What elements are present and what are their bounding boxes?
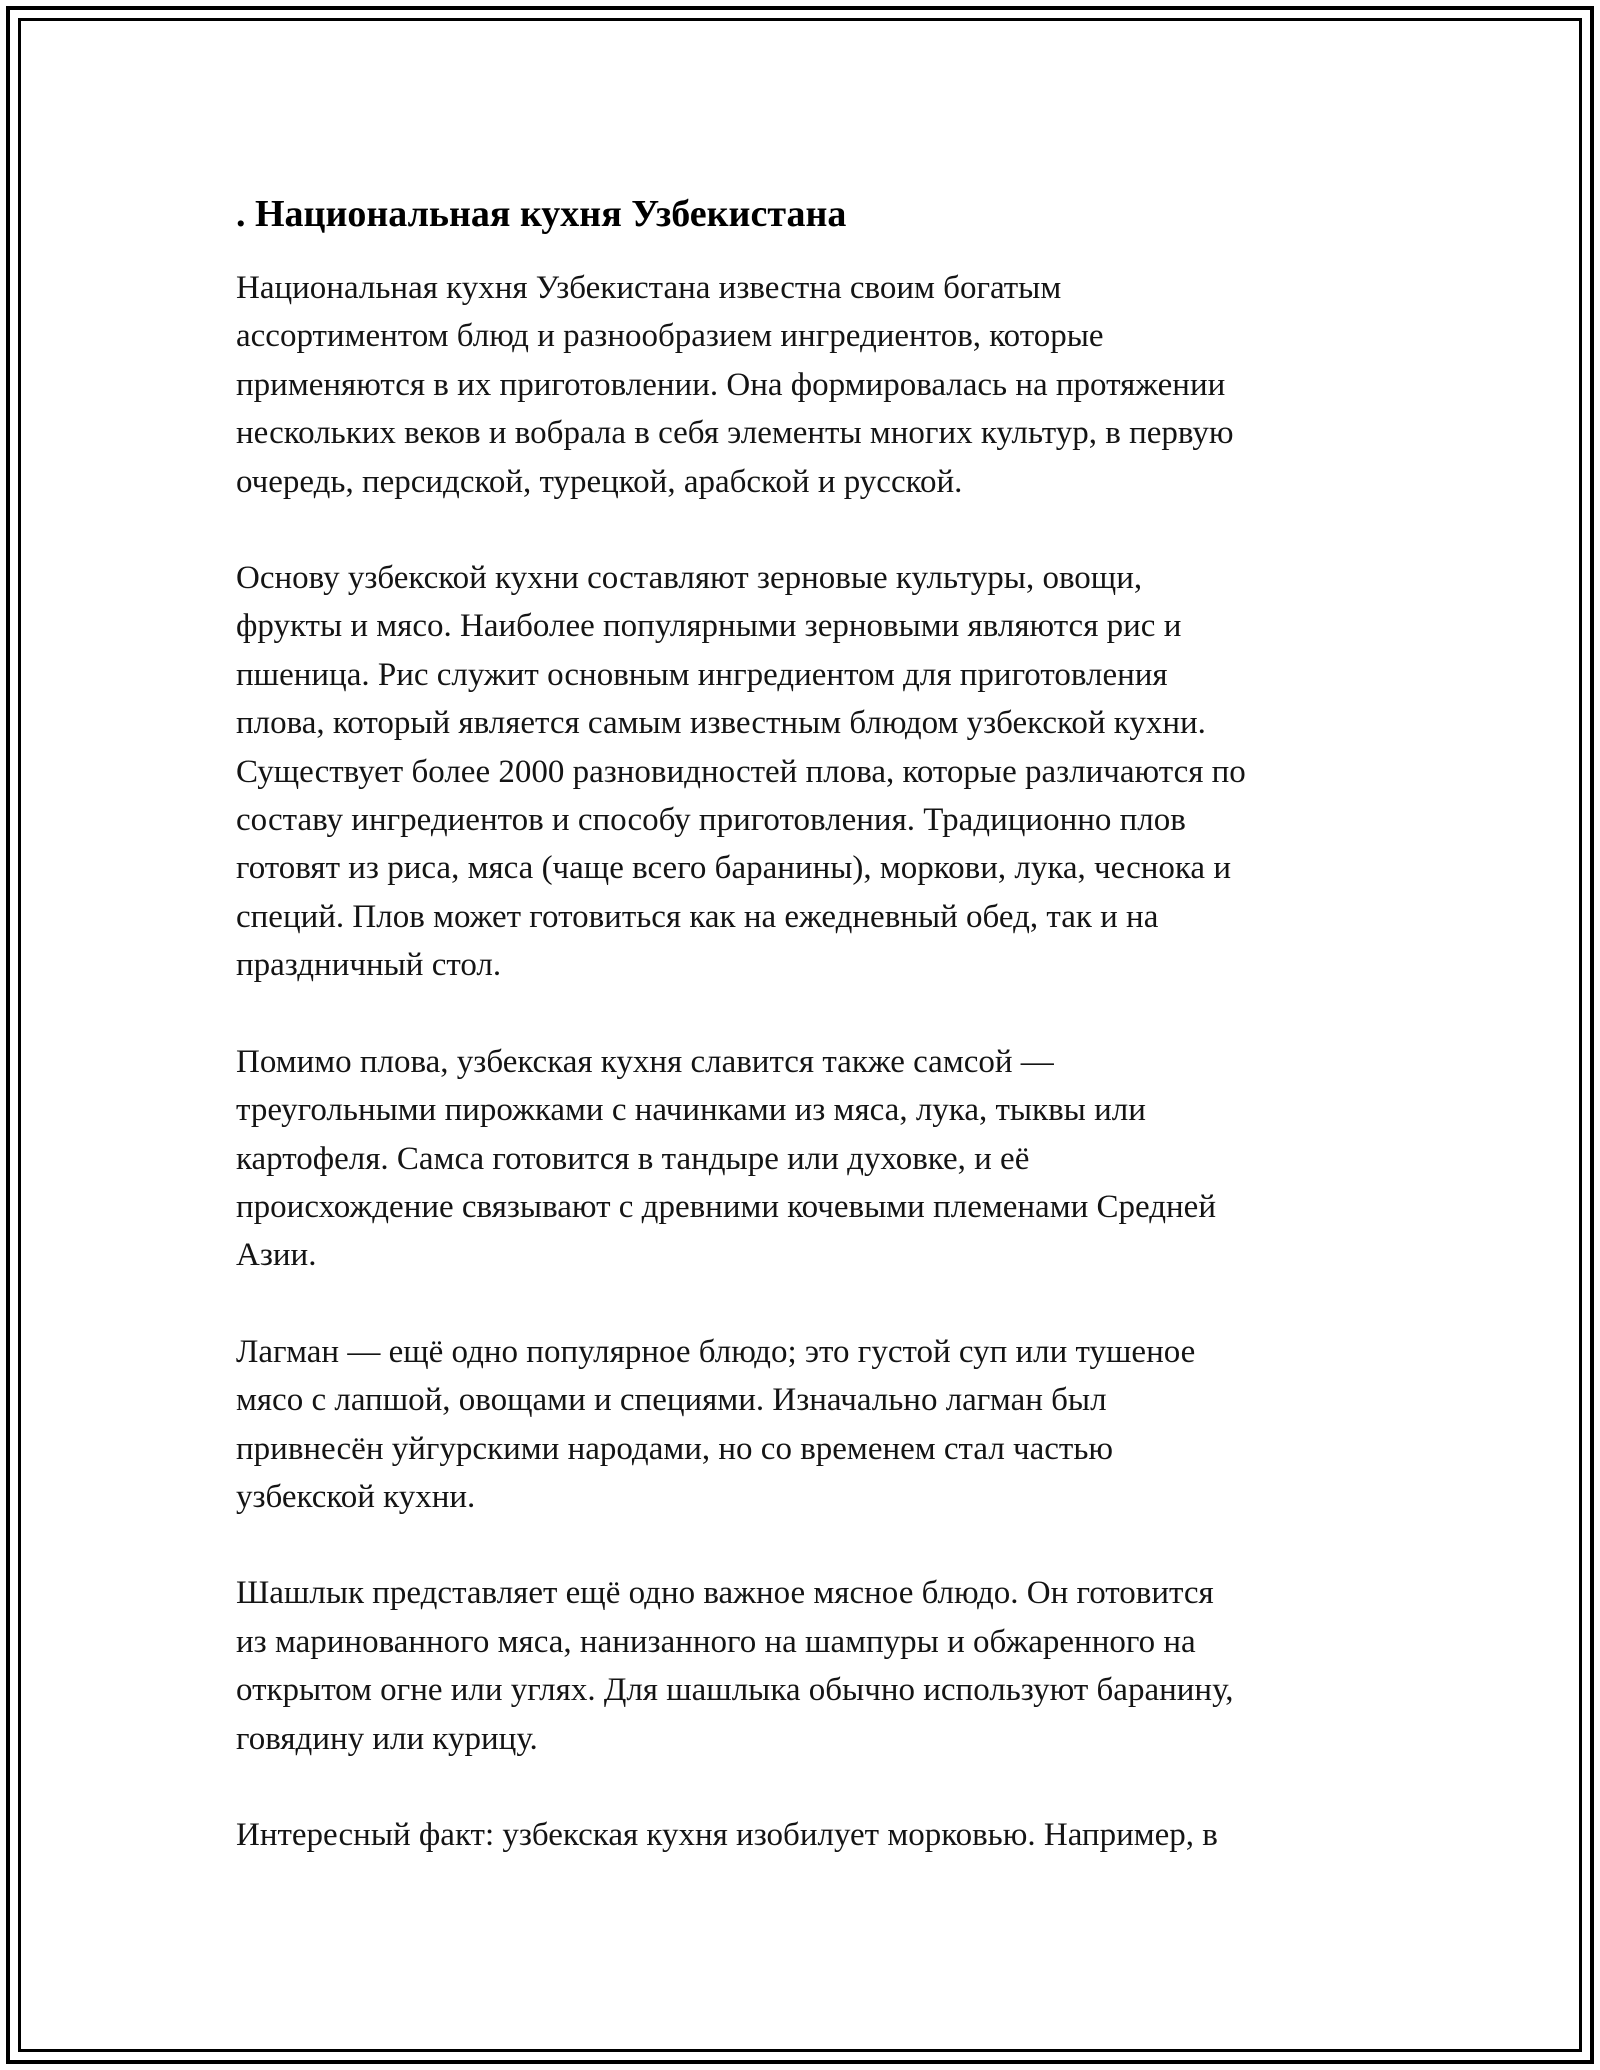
- paragraph-line: очередь, персидской, турецкой, арабской и русской.: [236, 463, 963, 500]
- paragraph: [236, 1328, 1364, 1522]
- paragraph-line: специй. Плов может готовиться как на ежедневный обед, так и на: [236, 898, 1159, 935]
- paragraph: [236, 1811, 1364, 1859]
- paragraph-list: [236, 264, 1364, 1859]
- paragraph-line: Национальная кухня Узбекистана известна своим богатым: [236, 270, 1062, 306]
- paragraph-line: применяются в их приготовлении. Она формировалась на протяжении: [236, 366, 1226, 403]
- paragraph-line: происхождение связывают с древними кочевыми племенами Средней: [236, 1188, 1216, 1225]
- paragraph-line: нескольких веков и вобрала в себя элементы многих культур, в первую: [236, 415, 1234, 452]
- paragraph-line: треугольными пирожками с начинками из мяса, лука, тыквы или: [236, 1092, 1146, 1129]
- paragraph-line: фрукты и мясо. Наиболее популярными зерновыми являются рис и: [236, 608, 1182, 645]
- document-title: . Национальная кухня Узбекистана: [236, 193, 847, 235]
- paragraph-line: ассортиментом блюд и разнообразием ингредиентов, которые: [236, 318, 1104, 355]
- paragraph-line: плова, который является самым известным блюдом узбекской кухни.: [236, 705, 1206, 742]
- paragraph-line: из маринованного мяса, нанизанного на шампуры и обжаренного на: [236, 1623, 1196, 1660]
- paragraph: [236, 1038, 1364, 1280]
- paragraph-line: открытом огне или углях. Для шашлыка обычно используют баранину,: [236, 1672, 1234, 1709]
- paragraph: [236, 1569, 1364, 1763]
- paragraph-line: картофеля. Самса готовится в тандыре или духовке, и её: [236, 1140, 1030, 1177]
- paragraph-line: Лагман — ещё одно популярное блюдо; это густой суп или тушеное: [236, 1333, 1196, 1370]
- paragraph-line: Основу узбекской кухни составляют зерновые культуры, овощи,: [236, 560, 1143, 597]
- paragraph-line: составу ингредиентов и способу приготовления. Традиционно плов: [236, 802, 1186, 839]
- paragraph-line: говядину или курицу.: [236, 1720, 538, 1757]
- paragraph-line: Шашлык представляет ещё одно важное мясное блюдо. Он готовится: [236, 1575, 1214, 1612]
- paragraph-line: узбекской кухни.: [236, 1478, 476, 1515]
- paragraph-line: мясо с лапшой, овощами и специями. Изначально лагман был: [236, 1382, 1107, 1419]
- paragraph: [236, 264, 1364, 506]
- document-body: [236, 186, 1364, 1907]
- paragraph-line: Существует более 2000 разновидностей плова, которые различаются по: [236, 753, 1246, 790]
- paragraph: [236, 554, 1364, 990]
- paragraph-line: пшеница. Рис служит основным ингредиентом для приготовления: [236, 656, 1168, 693]
- paragraph-line: Помимо плова, узбекская кухня славится также самсой —: [236, 1043, 1054, 1080]
- paragraph-line: Интересный факт: узбекская кухня изобилует морковью. Например, в: [236, 1816, 1218, 1853]
- paragraph-line: привнесён уйгурскими народами, но со временем стал частью: [236, 1430, 1114, 1467]
- paragraph-line: праздничный стол.: [236, 947, 502, 984]
- paragraph-line: Азии.: [236, 1237, 317, 1274]
- paragraph-line: готовят из риса, мяса (чаще всего баранины), моркови, лука, чеснока и: [236, 850, 1231, 887]
